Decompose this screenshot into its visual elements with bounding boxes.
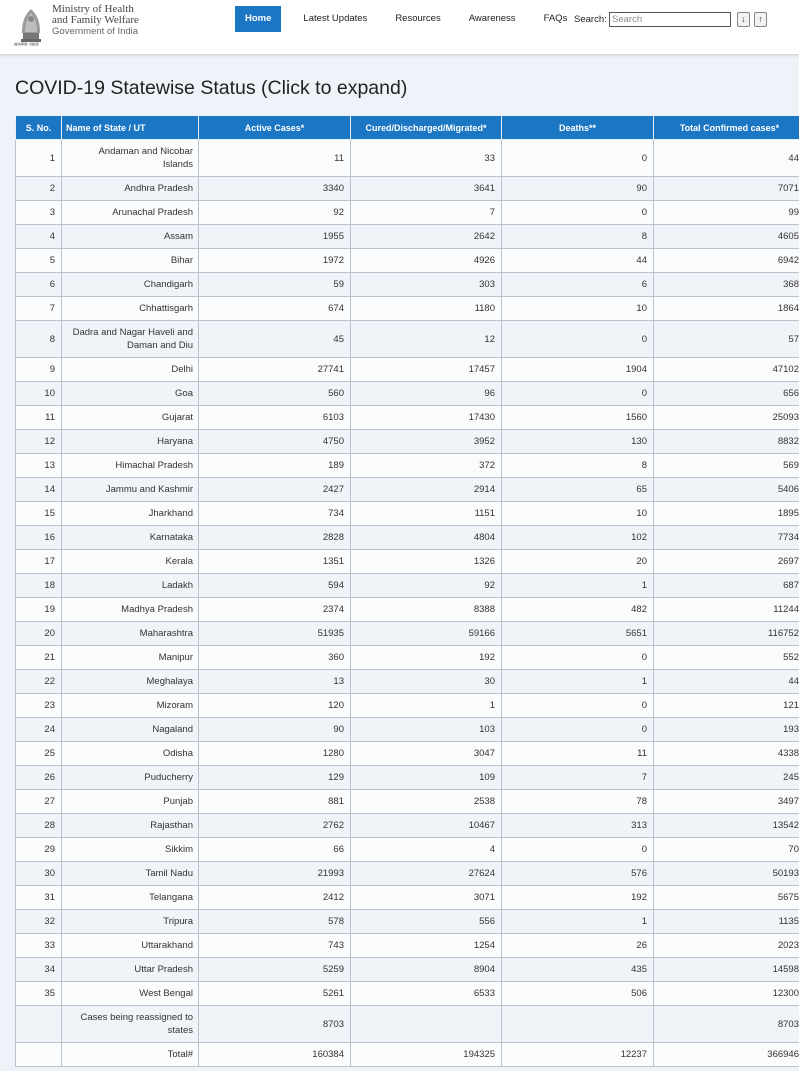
cell-cured: 17457 — [351, 358, 502, 382]
cell-sno: 31 — [16, 886, 62, 910]
cell-state-name: Tamil Nadu — [62, 862, 199, 886]
cell-total-confirmed: 366946 — [654, 1043, 799, 1067]
cell-deaths: 65 — [502, 478, 654, 502]
cell-cured: 556 — [351, 910, 502, 934]
cell-active-cases: 51935 — [199, 622, 351, 646]
cell-state-name: Punjab — [62, 790, 199, 814]
cell-total-confirmed: 4605 — [654, 225, 799, 249]
cell-deaths: 0 — [502, 838, 654, 862]
cell-total-confirmed: 121 — [654, 694, 799, 718]
table-row[interactable] — [16, 982, 799, 1006]
table-row[interactable] — [16, 550, 799, 574]
cell-total-confirmed: 1895 — [654, 502, 799, 526]
table-row[interactable] — [16, 358, 799, 382]
nav-faqs[interactable]: FAQs — [543, 13, 568, 24]
cell-total-confirmed: 368 — [654, 273, 799, 297]
header-cured: Cured/Discharged/Migrated* — [351, 116, 502, 140]
cell-total-confirmed: 13542 — [654, 814, 799, 838]
cell-active-cases: 674 — [199, 297, 351, 321]
cell-total-confirmed: 687 — [654, 574, 799, 598]
cell-cured: 2538 — [351, 790, 502, 814]
cell-active-cases: 594 — [199, 574, 351, 598]
cell-state-name: Tripura — [62, 910, 199, 934]
cell-state-name: Ladakh — [62, 574, 199, 598]
cell-state-name: Rajasthan — [62, 814, 199, 838]
cell-active-cases: 2412 — [199, 886, 351, 910]
header-state-name: Name of State / UT — [62, 116, 199, 140]
cell-active-cases: 3340 — [199, 177, 351, 201]
cell-state-name: Jharkhand — [62, 502, 199, 526]
cell-deaths: 0 — [502, 694, 654, 718]
cell-state-name: Chandigarh — [62, 273, 199, 297]
cell-active-cases: 5261 — [199, 982, 351, 1006]
cell-total-confirmed: 8703 — [654, 1006, 799, 1043]
cell-active-cases: 45 — [199, 321, 351, 358]
cell-total-confirmed: 57 — [654, 321, 799, 358]
cell-sno: 32 — [16, 910, 62, 934]
cell-deaths: 1560 — [502, 406, 654, 430]
national-emblem-icon[interactable] — [14, 3, 48, 45]
cell-total-confirmed: 12300 — [654, 982, 799, 1006]
cell-sno: 3 — [16, 201, 62, 225]
cell-active-cases: 11 — [199, 140, 351, 177]
table-row[interactable] — [16, 273, 799, 297]
cell-total-confirmed: 2023 — [654, 934, 799, 958]
cell-cured: 6533 — [351, 982, 502, 1006]
cell-sno: 30 — [16, 862, 62, 886]
cell-deaths — [502, 1006, 654, 1043]
cell-cured: 96 — [351, 382, 502, 406]
cell-cured: 4804 — [351, 526, 502, 550]
table-row[interactable] — [16, 718, 799, 742]
cell-deaths: 1904 — [502, 358, 654, 382]
cell-active-cases: 120 — [199, 694, 351, 718]
cell-deaths: 10 — [502, 297, 654, 321]
cell-deaths: 8 — [502, 225, 654, 249]
cell-deaths: 506 — [502, 982, 654, 1006]
cell-deaths: 192 — [502, 886, 654, 910]
cell-state-name: Jammu and Kashmir — [62, 478, 199, 502]
cell-sno: 5 — [16, 249, 62, 273]
table-row[interactable] — [16, 201, 799, 225]
cell-sno: 11 — [16, 406, 62, 430]
search-label: Search: — [574, 14, 607, 25]
table-row[interactable] — [16, 910, 799, 934]
cell-state-name: Cases being reassigned to states — [62, 1006, 199, 1043]
cell-sno: 4 — [16, 225, 62, 249]
cell-total-confirmed: 3497 — [654, 790, 799, 814]
cell-deaths: 0 — [502, 140, 654, 177]
cell-total-confirmed: 6942 — [654, 249, 799, 273]
cell-sno: 23 — [16, 694, 62, 718]
table-row[interactable] — [16, 140, 799, 177]
cell-deaths: 8 — [502, 454, 654, 478]
cell-state-name: Uttarakhand — [62, 934, 199, 958]
cell-cured: 8904 — [351, 958, 502, 982]
cell-sno: 21 — [16, 646, 62, 670]
cell-active-cases: 4750 — [199, 430, 351, 454]
cell-deaths: 576 — [502, 862, 654, 886]
cell-active-cases: 92 — [199, 201, 351, 225]
cell-active-cases: 1351 — [199, 550, 351, 574]
nav-home[interactable]: Home — [235, 6, 281, 32]
cell-sno: 9 — [16, 358, 62, 382]
statewise-table — [15, 115, 799, 1067]
cell-sno: 22 — [16, 670, 62, 694]
cell-sno: 15 — [16, 502, 62, 526]
ministry-logo-text[interactable] — [52, 4, 139, 37]
cell-sno: 8 — [16, 321, 62, 358]
cell-active-cases: 734 — [199, 502, 351, 526]
cell-sno — [16, 1043, 62, 1067]
cell-active-cases: 66 — [199, 838, 351, 862]
cell-cured: 4 — [351, 838, 502, 862]
table-row[interactable] — [16, 670, 799, 694]
ministry-line-2: and Family Welfare — [52, 14, 139, 26]
cell-active-cases: 6103 — [199, 406, 351, 430]
search-prev-button[interactable]: ↓ — [737, 12, 750, 27]
cell-state-name: Andhra Pradesh — [62, 177, 199, 201]
cell-cured: 3952 — [351, 430, 502, 454]
table-row[interactable] — [16, 321, 799, 358]
table-row[interactable] — [16, 694, 799, 718]
cell-cured: 4926 — [351, 249, 502, 273]
cell-active-cases: 2427 — [199, 478, 351, 502]
cell-total-confirmed: 5675 — [654, 886, 799, 910]
cell-total-confirmed: 44 — [654, 670, 799, 694]
nav-awareness[interactable]: Awareness — [468, 13, 516, 24]
cell-deaths: 6 — [502, 273, 654, 297]
cell-total-confirmed: 70 — [654, 838, 799, 862]
cell-active-cases: 129 — [199, 766, 351, 790]
cell-cured: 109 — [351, 766, 502, 790]
cell-cured: 7 — [351, 201, 502, 225]
cell-deaths: 102 — [502, 526, 654, 550]
cell-sno: 6 — [16, 273, 62, 297]
cell-cured: 3641 — [351, 177, 502, 201]
cell-cured: 192 — [351, 646, 502, 670]
cell-deaths: 20 — [502, 550, 654, 574]
table-row[interactable] — [16, 790, 799, 814]
table-row[interactable] — [16, 646, 799, 670]
cell-state-name: Kerala — [62, 550, 199, 574]
cell-total-confirmed: 552 — [654, 646, 799, 670]
cell-total-confirmed: 193 — [654, 718, 799, 742]
cell-state-name: Nagaland — [62, 718, 199, 742]
cell-cured: 303 — [351, 273, 502, 297]
cell-deaths: 435 — [502, 958, 654, 982]
cell-state-name: Maharashtra — [62, 622, 199, 646]
cell-total-confirmed: 47102 — [654, 358, 799, 382]
cell-active-cases: 2828 — [199, 526, 351, 550]
cell-total-confirmed: 7734 — [654, 526, 799, 550]
cell-state-name: Chhattisgarh — [62, 297, 199, 321]
cell-total-confirmed: 99 — [654, 201, 799, 225]
cell-state-name: Madhya Pradesh — [62, 598, 199, 622]
table-row[interactable] — [16, 177, 799, 201]
cell-deaths: 482 — [502, 598, 654, 622]
search-input[interactable] — [609, 12, 731, 27]
cell-deaths: 44 — [502, 249, 654, 273]
cell-total-confirmed: 2697 — [654, 550, 799, 574]
emblem-caption: सत्यमेव जयते — [14, 42, 39, 48]
cell-state-name: Telangana — [62, 886, 199, 910]
cell-sno: 14 — [16, 478, 62, 502]
page-title[interactable]: COVID-19 Statewise Status (Click to expand) — [15, 77, 408, 99]
cell-deaths: 5651 — [502, 622, 654, 646]
cell-cured: 1151 — [351, 502, 502, 526]
cell-total-confirmed: 4338 — [654, 742, 799, 766]
cell-state-name: Uttar Pradesh — [62, 958, 199, 982]
table-row[interactable] — [16, 382, 799, 406]
cell-sno: 12 — [16, 430, 62, 454]
cell-sno: 24 — [16, 718, 62, 742]
table-row[interactable] — [16, 1006, 799, 1043]
cell-active-cases: 160384 — [199, 1043, 351, 1067]
cell-active-cases: 360 — [199, 646, 351, 670]
table-row[interactable] — [16, 225, 799, 249]
table-row[interactable] — [16, 622, 799, 646]
cell-deaths: 26 — [502, 934, 654, 958]
cell-state-name: West Bengal — [62, 982, 199, 1006]
cell-total-confirmed: 8832 — [654, 430, 799, 454]
cell-deaths: 10 — [502, 502, 654, 526]
cell-active-cases: 27741 — [199, 358, 351, 382]
cell-deaths: 78 — [502, 790, 654, 814]
table-row[interactable] — [16, 814, 799, 838]
table-row[interactable] — [16, 934, 799, 958]
cell-cured: 59166 — [351, 622, 502, 646]
cell-total-confirmed: 1864 — [654, 297, 799, 321]
cell-cured: 8388 — [351, 598, 502, 622]
cell-sno: 26 — [16, 766, 62, 790]
cell-active-cases: 578 — [199, 910, 351, 934]
cell-cured: 1 — [351, 694, 502, 718]
cell-deaths: 0 — [502, 718, 654, 742]
table-row[interactable] — [16, 742, 799, 766]
table-row[interactable] — [16, 862, 799, 886]
cell-sno: 10 — [16, 382, 62, 406]
cell-active-cases: 8703 — [199, 1006, 351, 1043]
table-row[interactable] — [16, 502, 799, 526]
cell-active-cases: 743 — [199, 934, 351, 958]
cell-total-confirmed: 14598 — [654, 958, 799, 982]
table-row[interactable] — [16, 430, 799, 454]
cell-cured: 3047 — [351, 742, 502, 766]
cell-state-name: Meghalaya — [62, 670, 199, 694]
cell-cured: 17430 — [351, 406, 502, 430]
cell-sno: 19 — [16, 598, 62, 622]
cell-total-confirmed: 569 — [654, 454, 799, 478]
cell-active-cases: 5259 — [199, 958, 351, 982]
cell-state-name: Bihar — [62, 249, 199, 273]
cell-state-name: Dadra and Nagar Haveli and Daman and Diu — [62, 321, 199, 358]
cell-cured: 2914 — [351, 478, 502, 502]
cell-cured: 2642 — [351, 225, 502, 249]
table-row[interactable] — [16, 454, 799, 478]
cell-sno: 28 — [16, 814, 62, 838]
table-row[interactable] — [16, 958, 799, 982]
cell-deaths: 7 — [502, 766, 654, 790]
table-body — [16, 140, 799, 1067]
table-row[interactable] — [16, 526, 799, 550]
table-row[interactable] — [16, 598, 799, 622]
cell-total-confirmed: 44 — [654, 140, 799, 177]
cell-cured: 12 — [351, 321, 502, 358]
cell-total-confirmed: 245 — [654, 766, 799, 790]
cell-total-confirmed: 7071 — [654, 177, 799, 201]
table-row[interactable] — [16, 297, 799, 321]
header-deaths: Deaths** — [502, 116, 654, 140]
cell-sno: 34 — [16, 958, 62, 982]
table-row[interactable] — [16, 478, 799, 502]
cell-state-name: Mizoram — [62, 694, 199, 718]
cell-cured: 1326 — [351, 550, 502, 574]
cell-cured: 3071 — [351, 886, 502, 910]
cell-state-name: Karnataka — [62, 526, 199, 550]
cell-deaths: 0 — [502, 321, 654, 358]
cell-active-cases: 90 — [199, 718, 351, 742]
cell-sno: 33 — [16, 934, 62, 958]
cell-sno: 16 — [16, 526, 62, 550]
cell-cured: 33 — [351, 140, 502, 177]
cell-deaths: 1 — [502, 574, 654, 598]
cell-active-cases: 2374 — [199, 598, 351, 622]
cell-sno: 29 — [16, 838, 62, 862]
cell-total-confirmed: 11244 — [654, 598, 799, 622]
cell-cured: 1254 — [351, 934, 502, 958]
cell-cured: 103 — [351, 718, 502, 742]
cell-active-cases: 560 — [199, 382, 351, 406]
cell-active-cases: 2762 — [199, 814, 351, 838]
cell-cured: 27624 — [351, 862, 502, 886]
cell-sno: 17 — [16, 550, 62, 574]
nav-resources[interactable]: Resources — [395, 13, 441, 24]
main-nav — [235, 6, 581, 32]
cell-total-confirmed: 1135 — [654, 910, 799, 934]
table-row[interactable] — [16, 574, 799, 598]
cell-sno: 7 — [16, 297, 62, 321]
ministry-line-1: Ministry of Health — [52, 3, 134, 15]
cell-state-name: Andaman and Nicobar Islands — [62, 140, 199, 177]
cell-deaths: 0 — [502, 646, 654, 670]
cell-active-cases: 189 — [199, 454, 351, 478]
cell-deaths: 90 — [502, 177, 654, 201]
cell-total-confirmed: 116752 — [654, 622, 799, 646]
header-active-cases: Active Cases* — [199, 116, 351, 140]
table-row[interactable] — [16, 766, 799, 790]
cell-active-cases: 59 — [199, 273, 351, 297]
cell-state-name: Haryana — [62, 430, 199, 454]
cell-deaths: 130 — [502, 430, 654, 454]
cell-sno: 2 — [16, 177, 62, 201]
cell-active-cases: 881 — [199, 790, 351, 814]
cell-sno: 13 — [16, 454, 62, 478]
cell-deaths: 12237 — [502, 1043, 654, 1067]
cell-state-name: Odisha — [62, 742, 199, 766]
cell-deaths: 1 — [502, 670, 654, 694]
cell-state-name: Assam — [62, 225, 199, 249]
cell-active-cases: 13 — [199, 670, 351, 694]
cell-deaths: 1 — [502, 910, 654, 934]
cell-active-cases: 21993 — [199, 862, 351, 886]
cell-cured — [351, 1006, 502, 1043]
cell-cured: 194325 — [351, 1043, 502, 1067]
cell-cured: 372 — [351, 454, 502, 478]
cell-deaths: 11 — [502, 742, 654, 766]
cell-cured: 1180 — [351, 297, 502, 321]
ministry-line-3: Government of India — [52, 26, 139, 37]
table-row[interactable] — [16, 249, 799, 273]
cell-cured: 30 — [351, 670, 502, 694]
cell-total-confirmed: 5406 — [654, 478, 799, 502]
cell-sno: 1 — [16, 140, 62, 177]
site-header — [0, 0, 799, 54]
cell-sno: 35 — [16, 982, 62, 1006]
cell-state-name: Himachal Pradesh — [62, 454, 199, 478]
cell-total-confirmed: 50193 — [654, 862, 799, 886]
header-sno: S. No. — [16, 116, 62, 140]
cell-state-name: Sikkim — [62, 838, 199, 862]
cell-cured: 10467 — [351, 814, 502, 838]
cell-active-cases: 1955 — [199, 225, 351, 249]
cell-sno: 20 — [16, 622, 62, 646]
table-row[interactable] — [16, 838, 799, 862]
cell-active-cases: 1280 — [199, 742, 351, 766]
nav-latest-updates[interactable]: Latest Updates — [303, 13, 368, 24]
cell-state-name: Arunachal Pradesh — [62, 201, 199, 225]
table-row[interactable] — [16, 406, 799, 430]
cell-state-name: Gujarat — [62, 406, 199, 430]
cell-total-confirmed: 656 — [654, 382, 799, 406]
header-total-confirmed: Total Confirmed cases* — [654, 116, 799, 140]
cell-active-cases: 1972 — [199, 249, 351, 273]
cell-cured: 92 — [351, 574, 502, 598]
cell-state-name: Delhi — [62, 358, 199, 382]
cell-sno: 27 — [16, 790, 62, 814]
cell-sno: 25 — [16, 742, 62, 766]
search-next-button[interactable]: ↑ — [754, 12, 767, 27]
cell-state-name: Goa — [62, 382, 199, 406]
cell-sno — [16, 1006, 62, 1043]
cell-state-name: Total# — [62, 1043, 199, 1067]
table-row[interactable] — [16, 886, 799, 910]
table-header-row — [16, 116, 799, 140]
cell-state-name: Puducherry — [62, 766, 199, 790]
cell-deaths: 313 — [502, 814, 654, 838]
cell-sno: 18 — [16, 574, 62, 598]
cell-state-name: Manipur — [62, 646, 199, 670]
cell-total-confirmed: 25093 — [654, 406, 799, 430]
table-row[interactable] — [16, 1043, 799, 1067]
cell-deaths: 0 — [502, 382, 654, 406]
cell-deaths: 0 — [502, 201, 654, 225]
